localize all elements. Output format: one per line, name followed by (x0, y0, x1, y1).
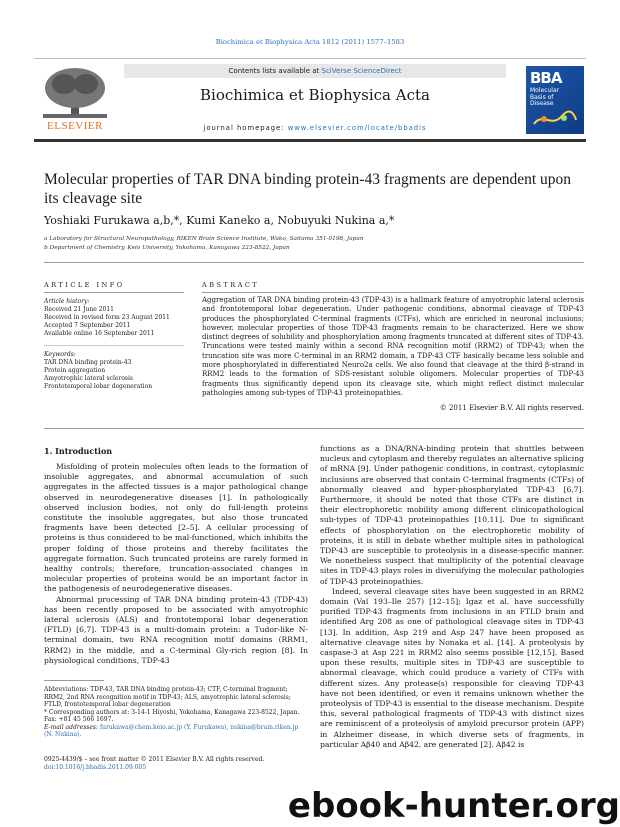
journal-name: Biochimica et Biophysica Acta (200, 86, 430, 104)
sciencedirect-link[interactable]: SciVerse ScienceDirect (321, 67, 402, 75)
paragraph: Indeed, several cleavage sites have been suggested in an RRM2 domain (Val 193–Ile 257) [12–15]; Igaz et al. have successfully purified TDP-43 fragments from inclusions in an FTLD brain and identified Arg 208 as one of pathological cleavage sites in TDP-43 [13]. In addition, Asp 219 and Asp 247 have been proposed as alternative cleavage sites by Nonaka et al. [14]. A proteolysis by caspase-3 at Asp 221 in RRM2 also seems possible [12,15]. Based upon these results, multiple sites in TDP-43 are susceptible to abnormal cleavage, which could produce a variety of CTFs with different sizes. Any protease(s) responsible for cleaving TDP-43 have not been identified, or even it remains unknown whether the proteolysis of TDP-43 is essential to the disease mechanism. Despite this, several pathological fragments of TDP-43 with distinct sizes are reminiscent of a proteolysis of amyloid precursor protein (APP) in Alzheimer disease, in which diverse sets of fragments, in particular Aβ40 and Aβ42, are generated [2]. Aβ42 is (320, 586, 584, 749)
contents-availability (124, 64, 506, 78)
elsevier-wordmark: ELSEVIER (47, 120, 103, 132)
divider (202, 292, 584, 293)
intro-left-column (44, 462, 308, 666)
article-info (44, 296, 184, 391)
affiliation-b: b Department of Chemistry, Keio University, Yokohama, Kanagawa 223-8522, Japan (44, 245, 290, 251)
bba-cover-thumbnail (526, 66, 584, 134)
email-links[interactable]: furukawa@chem.keio.ac.jp (Y. Furukawa), nukina@brain.riken.jp (N. Nukina). (44, 723, 299, 738)
abstract-heading: ABSTRACT (202, 281, 260, 289)
divider (44, 262, 584, 263)
article-title: Molecular properties of TAR DNA binding protein-43 fragments are dependent upon its cleavage site (44, 171, 572, 207)
affiliation-a: a Laboratory for Structural Neuropathology, RIKEN Brain Science Institute, Wako, Saitama 351-0198, Japan (44, 236, 364, 242)
bba-cover-subtitle (530, 88, 559, 108)
keyword-item: Frontotemporal lobar degeneration (44, 383, 153, 390)
journal-homepage (124, 124, 506, 132)
abstract-body: Aggregation of TAR DNA binding protein-43 (TDP-43) is a hallmark feature of amyotrophic lateral sclerosis and frontotemporal lobar degeneration. Under pathogenic conditions, abnormal cleavage of TDP-43 produces the phosphorylated C-terminal fragments (CTFs), which are enriched in neuronal inclusions; however, molecular properties of those TDP-43 fragments remain to be characterized. Here we show distinct degrees of solubility and phosphorylation among fragments truncated at different sites of TDP-43. Truncations were tested mainly within a second RNA recognition motif (RRM2) of TDP-43; when the truncation site was more C-terminal in an RRM2 domain, a TDP-43 CTF basically became less soluble and more phosphorylated in differentiated Neuro2a cells. We also found that cleavage at the third β-strand in RRM2 leads to the formation of SDS-resistant soluble oligomers. Molecular properties of TDP-43 fragments thus significantly depend upon its cleavage site, which might reflect distinct molecular pathologies among sub-types of TDP-43 proteinopathies. (202, 296, 584, 397)
homepage-prefix: journal homepage: (203, 124, 288, 132)
elsevier-tree-logo (38, 66, 112, 134)
history-item: Received in revised form 23 August 2011 (44, 314, 170, 321)
history-label: Article history: (44, 298, 90, 305)
running-head[interactable]: Biochimica et Biophysica Acta 1812 (2011) 1577–1583 (215, 38, 405, 46)
history-item: Received 21 June 2011 (44, 306, 114, 313)
abstract-text (202, 296, 584, 414)
paragraph: functions as a DNA/RNA-binding protein that shuttles between nucleus and cytoplasm and thereby regulates an alternative splicing of mRNA [9]. Under pathogenic conditions, in contrast, cytoplasmic inclusions are observed that contain C-terminal fragments (CTFs) of abnormally cleaved and hyper-phosphorylated TDP-43 [6,7]. Furthermore, it should be noted that those CTFs are distinct in their electrophoretic mobility among different clinicopathological sub-types of TDP-43 proteinopathies [10,11]. Due to significant effects of phosphorylation on the electrophoretic mobility of proteins, it is still in debate whether multiple sites in pathological TDP-43 are susceptible to proteolysis in a disease-specific manner. We nonetheless suspect that multiplicity of the potential cleavage sites in TDP-43 plays roles in diversifying the molecular pathologies of TDP-43 proteinopathies. (320, 444, 584, 586)
keyword-item: Amyotrophic lateral sclerosis (44, 375, 134, 382)
article-info-heading: ARTICLE INFO (44, 281, 125, 289)
history-item: Available online 16 September 2011 (44, 330, 155, 337)
email-footnote (44, 724, 308, 739)
doi-link[interactable]: doi:10.1016/j.bbadis.2011.09.005 (44, 763, 147, 771)
footnotes (44, 686, 308, 739)
divider (44, 428, 584, 429)
email-label: E-mail addresses: (44, 723, 100, 731)
homepage-link[interactable]: www.elsevier.com/locate/bbadis (287, 124, 427, 132)
copyright: © 2011 Elsevier B.V. All rights reserved. (439, 404, 584, 413)
bba-cover-subtitle-line: Basis of (530, 93, 554, 101)
keyword-item: Protein aggregation (44, 367, 106, 374)
bba-cover-subtitle-line: Disease (530, 100, 554, 107)
keyword-item: TAR DNA binding protein-43 (44, 359, 132, 366)
contents-prefix: Contents lists available at (228, 67, 322, 75)
bba-cover-letters: BBA (530, 69, 562, 87)
keywords-label: Keywords: (44, 351, 76, 358)
divider (44, 292, 184, 293)
section-heading: 1. Introduction (44, 446, 113, 456)
bba-cover-subtitle-line: Molecular (530, 87, 560, 94)
paragraph: Abnormal processing of TAR DNA binding protein-43 (TDP-43) has been recently proposed to be associated with amyotrophic lateral sclerosis (ALS) and frontotemporal lobar degeneration (FTLD) [6,7]. TDP-43 is a multi-domain protein: a Tudor-like N-terminal domain, two RNA recognition motif domains (RRM1, RRM2) in the middle, and a C-terminal Gly-rich region [8]. In physiological conditions, TDP-43 (44, 594, 308, 665)
paragraph: Misfolding of protein molecules often leads to the formation of insoluble aggregates, and abnormal accumulation of such aggregates in the affected tissues is a major pathological change observed in neurodegenerative diseases [1]. In pathologically observed inclusion bodies, not only do full-length proteins constitute the insoluble aggregates, but also those truncated fragments have been detected [2–5]. A cellular processing of proteins is thus considered to be mal-functioned, which inhibits the proper folding of those proteins and thereby facilitates the aggregate formation. Such truncated proteins are rarely formed in healthy controls; therefore, truncation-associated changes in molecular properties of proteins would be an important factor in the pathogenesis of neurodegenerative diseases. (44, 462, 308, 594)
footnote-rule (44, 680, 104, 681)
divider (44, 345, 184, 346)
history-item: Accepted 7 September 2011 (44, 322, 131, 329)
issn-line: 0925-4439/$ – see front matter © 2011 Elsevier B.V. All rights reserved. (44, 756, 265, 763)
corresponding-footnote: * Corresponding authors at: 3-14-1 Hiyoshi, Yokohama, Kanagawa 223-8522, Japan. Fax: +81 45 566 1697. (44, 708, 300, 723)
article-authors: Yoshiaki Furukawa a,b,*, Kumi Kaneko a, Nobuyuki Nukina a,* (44, 214, 395, 227)
abbreviations-footnote: Abbreviations: TDP-43, TAR DNA binding protein-43; CTF, C-terminal fragment; RRM2, 2nd RNA recognition motif in TDP-43; ALS, amyotrophic lateral sclerosis; FTLD, frontotemporal lobar degeneration (44, 686, 291, 708)
intro-right-column (320, 444, 584, 750)
watermark-text: ebook-hunter.org (287, 786, 620, 826)
front-matter (44, 756, 308, 771)
